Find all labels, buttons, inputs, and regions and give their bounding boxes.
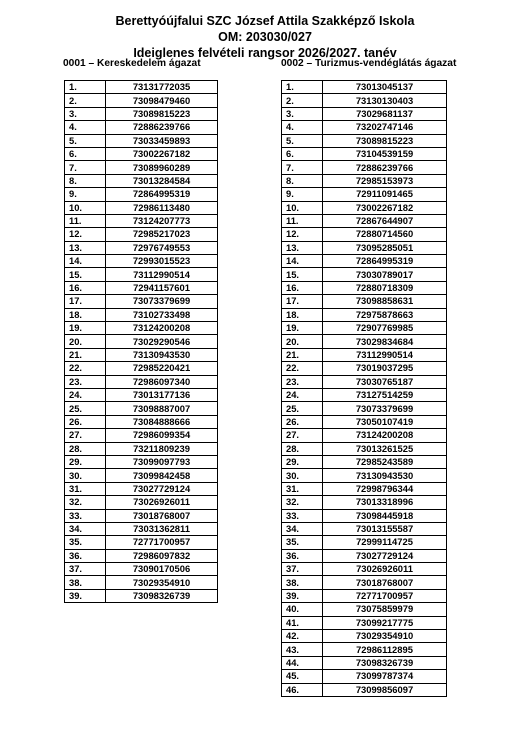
rank-number: 4.	[65, 121, 106, 134]
rank-number: 19.	[65, 322, 106, 335]
applicant-code: 72975878663	[323, 308, 447, 321]
rank-number: 13.	[65, 241, 106, 254]
applicant-code: 72986097340	[106, 375, 218, 388]
applicant-code: 73002267182	[106, 147, 218, 160]
applicant-code: 73073379699	[323, 402, 447, 415]
table-row	[282, 295, 447, 308]
rank-number: 37.	[282, 563, 323, 576]
table-row	[282, 442, 447, 455]
rank-number: 44.	[282, 656, 323, 669]
rank-number: 28.	[65, 442, 106, 455]
table-row	[65, 188, 218, 201]
rank-number: 40.	[282, 603, 323, 616]
applicant-code: 73030765187	[323, 375, 447, 388]
rank-number: 7.	[65, 161, 106, 174]
rank-number: 1.	[65, 81, 106, 94]
applicant-code: 73131772035	[106, 81, 218, 94]
rank-number: 16.	[65, 281, 106, 294]
rank-number: 39.	[65, 589, 106, 602]
applicant-code: 73099217775	[323, 616, 447, 629]
applicant-code: 73013284584	[106, 174, 218, 187]
applicant-code: 73084888666	[106, 415, 218, 428]
rank-number: 6.	[282, 147, 323, 160]
rank-number: 22.	[282, 362, 323, 375]
table-row	[65, 482, 218, 495]
applicant-code: 73029354910	[323, 630, 447, 643]
applicant-code: 73026926011	[106, 496, 218, 509]
rank-number: 21.	[65, 348, 106, 361]
rank-number: 3.	[282, 107, 323, 120]
table-row	[65, 281, 218, 294]
applicant-code: 73090170506	[106, 563, 218, 576]
table-row	[65, 228, 218, 241]
table-row	[65, 241, 218, 254]
applicant-code: 72771700957	[106, 536, 218, 549]
rank-number: 15.	[282, 268, 323, 281]
table-row	[282, 402, 447, 415]
table-row	[282, 121, 447, 134]
applicant-code: 72886239766	[106, 121, 218, 134]
rank-number: 5.	[65, 134, 106, 147]
rank-number: 20.	[282, 335, 323, 348]
applicant-code: 73089960289	[106, 161, 218, 174]
applicant-code: 72880718309	[323, 281, 447, 294]
rank-number: 31.	[65, 482, 106, 495]
table-row	[282, 549, 447, 562]
rank-number: 14.	[282, 255, 323, 268]
rank-number: 12.	[65, 228, 106, 241]
table-row	[65, 322, 218, 335]
table-row	[282, 201, 447, 214]
applicant-code: 72986097832	[106, 549, 218, 562]
applicant-code: 73124207773	[106, 214, 218, 227]
rank-number: 37.	[65, 563, 106, 576]
table-row	[65, 388, 218, 401]
rank-number: 45.	[282, 670, 323, 683]
table-row	[282, 496, 447, 509]
applicant-code: 72880714560	[323, 228, 447, 241]
rank-number: 2.	[65, 94, 106, 107]
table-row	[65, 255, 218, 268]
table-row	[65, 362, 218, 375]
table-row	[282, 509, 447, 522]
rank-number: 21.	[282, 348, 323, 361]
applicant-code: 72911091465	[323, 188, 447, 201]
rank-number: 18.	[65, 308, 106, 321]
table-row	[65, 308, 218, 321]
table-row	[65, 81, 218, 94]
table-row	[65, 576, 218, 589]
rank-number: 35.	[282, 536, 323, 549]
rank-number: 35.	[65, 536, 106, 549]
applicant-code: 73013155587	[323, 522, 447, 535]
rank-number: 17.	[282, 295, 323, 308]
applicant-code: 72864995319	[323, 255, 447, 268]
applicant-code: 73013177136	[106, 388, 218, 401]
rank-number: 33.	[65, 509, 106, 522]
applicant-code: 73130943530	[323, 469, 447, 482]
rank-number: 19.	[282, 322, 323, 335]
table-row	[282, 322, 447, 335]
rank-number: 10.	[282, 201, 323, 214]
applicant-code: 73124200208	[106, 322, 218, 335]
applicant-code: 72986113480	[106, 201, 218, 214]
rank-number: 43.	[282, 643, 323, 656]
applicant-code: 72986099354	[106, 429, 218, 442]
applicant-code: 73030789017	[323, 268, 447, 281]
applicant-code: 73095285051	[323, 241, 447, 254]
table-row	[65, 536, 218, 549]
rank-number: 13.	[282, 241, 323, 254]
table-row	[282, 643, 447, 656]
rank-number: 34.	[65, 522, 106, 535]
table-row	[65, 522, 218, 535]
applicant-code: 73073379699	[106, 295, 218, 308]
rank-number: 7.	[282, 161, 323, 174]
applicant-code: 72867644907	[323, 214, 447, 227]
ranking-title: Ideiglenes felvételi rangsor 2026/2027. tanév	[133, 46, 397, 60]
rank-number: 28.	[282, 442, 323, 455]
table-row	[282, 630, 447, 643]
table-row	[282, 308, 447, 321]
table-row	[65, 375, 218, 388]
table-row	[282, 281, 447, 294]
rank-number: 4.	[282, 121, 323, 134]
rank-number: 27.	[65, 429, 106, 442]
applicant-code: 73027729124	[106, 482, 218, 495]
applicant-code: 73029681137	[323, 107, 447, 120]
applicant-code: 73089815223	[323, 134, 447, 147]
applicant-code: 73099856097	[323, 683, 447, 696]
rank-number: 41.	[282, 616, 323, 629]
table-row	[65, 295, 218, 308]
table-row	[282, 214, 447, 227]
rank-number: 34.	[282, 522, 323, 535]
rank-number: 30.	[65, 469, 106, 482]
table-row	[282, 241, 447, 254]
rank-number: 36.	[282, 549, 323, 562]
table-row	[65, 94, 218, 107]
applicant-code: 73112990514	[323, 348, 447, 361]
rank-number: 15.	[65, 268, 106, 281]
rank-number: 8.	[65, 174, 106, 187]
turizmus-ranking-table	[281, 80, 447, 697]
table-row	[282, 388, 447, 401]
applicant-code: 73002267182	[323, 201, 447, 214]
rank-number: 23.	[65, 375, 106, 388]
applicant-code: 73112990514	[106, 268, 218, 281]
applicant-code: 72985153973	[323, 174, 447, 187]
right-column-title: 0002 – Turizmus-vendéglátás ágazat	[281, 58, 457, 69]
table-row	[282, 603, 447, 616]
kereskedelem-ranking-table	[64, 80, 218, 603]
applicant-code: 73029834684	[323, 335, 447, 348]
table-row	[282, 670, 447, 683]
rank-number: 3.	[65, 107, 106, 120]
table-row	[282, 455, 447, 468]
applicant-code: 73029354910	[106, 576, 218, 589]
rank-number: 25.	[282, 402, 323, 415]
table-row	[282, 348, 447, 361]
rank-number: 22.	[65, 362, 106, 375]
rank-number: 17.	[65, 295, 106, 308]
applicant-code: 73031362811	[106, 522, 218, 535]
table-row	[282, 107, 447, 120]
rank-number: 46.	[282, 683, 323, 696]
table-row	[65, 589, 218, 602]
table-row	[65, 121, 218, 134]
table-row	[282, 362, 447, 375]
table-row	[282, 147, 447, 160]
table-row	[65, 469, 218, 482]
applicant-code: 73075859979	[323, 603, 447, 616]
table-row	[282, 375, 447, 388]
applicant-code: 72998796344	[323, 482, 447, 495]
table-row	[282, 589, 447, 602]
table-row	[282, 536, 447, 549]
rank-number: 10.	[65, 201, 106, 214]
applicant-code: 73033459893	[106, 134, 218, 147]
table-row	[65, 335, 218, 348]
applicant-code: 73099787374	[323, 670, 447, 683]
applicant-code: 72907769985	[323, 322, 447, 335]
rank-number: 39.	[282, 589, 323, 602]
left-column-title: 0001 – Kereskedelem ágazat	[63, 58, 201, 69]
rank-number: 42.	[282, 630, 323, 643]
table-row	[65, 429, 218, 442]
table-row	[282, 522, 447, 535]
applicant-code: 73124200208	[323, 429, 447, 442]
table-row	[282, 616, 447, 629]
rank-number: 18.	[282, 308, 323, 321]
applicant-code: 73019037295	[323, 362, 447, 375]
table-row	[65, 174, 218, 187]
applicant-code: 73098858631	[323, 295, 447, 308]
applicant-code: 73013318996	[323, 496, 447, 509]
applicant-code: 72941157601	[106, 281, 218, 294]
table-row	[65, 214, 218, 227]
table-row	[65, 161, 218, 174]
rank-number: 32.	[282, 496, 323, 509]
applicant-code: 73130130403	[323, 94, 447, 107]
applicant-code: 72976749553	[106, 241, 218, 254]
table-row	[282, 683, 447, 696]
table-row	[282, 134, 447, 147]
applicant-code: 72864995319	[106, 188, 218, 201]
table-row	[65, 402, 218, 415]
applicant-code: 73018768007	[323, 576, 447, 589]
school-name: Berettyóújfalui SZC József Attila Szakképző Iskola	[115, 14, 415, 28]
applicant-code: 72985243589	[323, 455, 447, 468]
table-row	[282, 188, 447, 201]
rank-number: 24.	[282, 388, 323, 401]
table-row	[282, 563, 447, 576]
rank-number: 2.	[282, 94, 323, 107]
table-row	[282, 161, 447, 174]
rank-number: 32.	[65, 496, 106, 509]
table-row	[65, 107, 218, 120]
applicant-code: 73098445918	[323, 509, 447, 522]
table-row	[65, 442, 218, 455]
rank-number: 29.	[65, 455, 106, 468]
rank-number: 9.	[65, 188, 106, 201]
applicant-code: 73202747146	[323, 121, 447, 134]
rank-number: 24.	[65, 388, 106, 401]
table-row	[282, 255, 447, 268]
applicant-code: 72986112895	[323, 643, 447, 656]
rank-number: 30.	[282, 469, 323, 482]
applicant-code: 73013045137	[323, 81, 447, 94]
rank-number: 27.	[282, 429, 323, 442]
applicant-code: 73211809239	[106, 442, 218, 455]
table-row	[282, 576, 447, 589]
rank-number: 26.	[282, 415, 323, 428]
table-row	[65, 415, 218, 428]
applicant-code: 73026926011	[323, 563, 447, 576]
table-row	[282, 81, 447, 94]
applicant-code: 73130943530	[106, 348, 218, 361]
applicant-code: 72999114725	[323, 536, 447, 549]
applicant-code: 73029290546	[106, 335, 218, 348]
table-row	[282, 482, 447, 495]
rank-number: 38.	[65, 576, 106, 589]
applicant-code: 73102733498	[106, 308, 218, 321]
table-row	[65, 496, 218, 509]
table-row	[65, 549, 218, 562]
rank-number: 31.	[282, 482, 323, 495]
om-identifier: OM: 203030/027	[218, 30, 312, 44]
table-row	[282, 174, 447, 187]
applicant-code: 73098887007	[106, 402, 218, 415]
table-row	[65, 509, 218, 522]
rank-number: 14.	[65, 255, 106, 268]
applicant-code: 72985217023	[106, 228, 218, 241]
table-row	[282, 469, 447, 482]
table-row	[65, 268, 218, 281]
table-row	[65, 134, 218, 147]
applicant-code: 73104539159	[323, 147, 447, 160]
table-row	[65, 147, 218, 160]
table-row	[65, 348, 218, 361]
table-row	[282, 335, 447, 348]
table-row	[282, 228, 447, 241]
applicant-code: 73050107419	[323, 415, 447, 428]
table-row	[65, 201, 218, 214]
rank-number: 29.	[282, 455, 323, 468]
rank-number: 26.	[65, 415, 106, 428]
applicant-code: 73089815223	[106, 107, 218, 120]
table-row	[282, 268, 447, 281]
applicant-code: 73127514259	[323, 388, 447, 401]
rank-number: 11.	[282, 214, 323, 227]
rank-number: 5.	[282, 134, 323, 147]
rank-number: 23.	[282, 375, 323, 388]
table-row	[282, 94, 447, 107]
table-row	[282, 429, 447, 442]
table-row	[282, 415, 447, 428]
applicant-code: 73099842458	[106, 469, 218, 482]
applicant-code: 73018768007	[106, 509, 218, 522]
rank-number: 9.	[282, 188, 323, 201]
rank-number: 12.	[282, 228, 323, 241]
rank-number: 11.	[65, 214, 106, 227]
rank-number: 8.	[282, 174, 323, 187]
rank-number: 6.	[65, 147, 106, 160]
applicant-code: 72886239766	[323, 161, 447, 174]
applicant-code: 73013261525	[323, 442, 447, 455]
rank-number: 1.	[282, 81, 323, 94]
applicant-code: 72771700957	[323, 589, 447, 602]
applicant-code: 73098326739	[106, 589, 218, 602]
applicant-code: 72985220421	[106, 362, 218, 375]
document-header	[0, 13, 530, 61]
table-row	[65, 455, 218, 468]
applicant-code: 73027729124	[323, 549, 447, 562]
applicant-code: 72993015523	[106, 255, 218, 268]
rank-number: 38.	[282, 576, 323, 589]
rank-number: 16.	[282, 281, 323, 294]
applicant-code: 73099097793	[106, 455, 218, 468]
table-row	[65, 563, 218, 576]
applicant-code: 73098479460	[106, 94, 218, 107]
rank-number: 33.	[282, 509, 323, 522]
rank-number: 25.	[65, 402, 106, 415]
rank-number: 20.	[65, 335, 106, 348]
table-row	[282, 656, 447, 669]
applicant-code: 73098326739	[323, 656, 447, 669]
rank-number: 36.	[65, 549, 106, 562]
